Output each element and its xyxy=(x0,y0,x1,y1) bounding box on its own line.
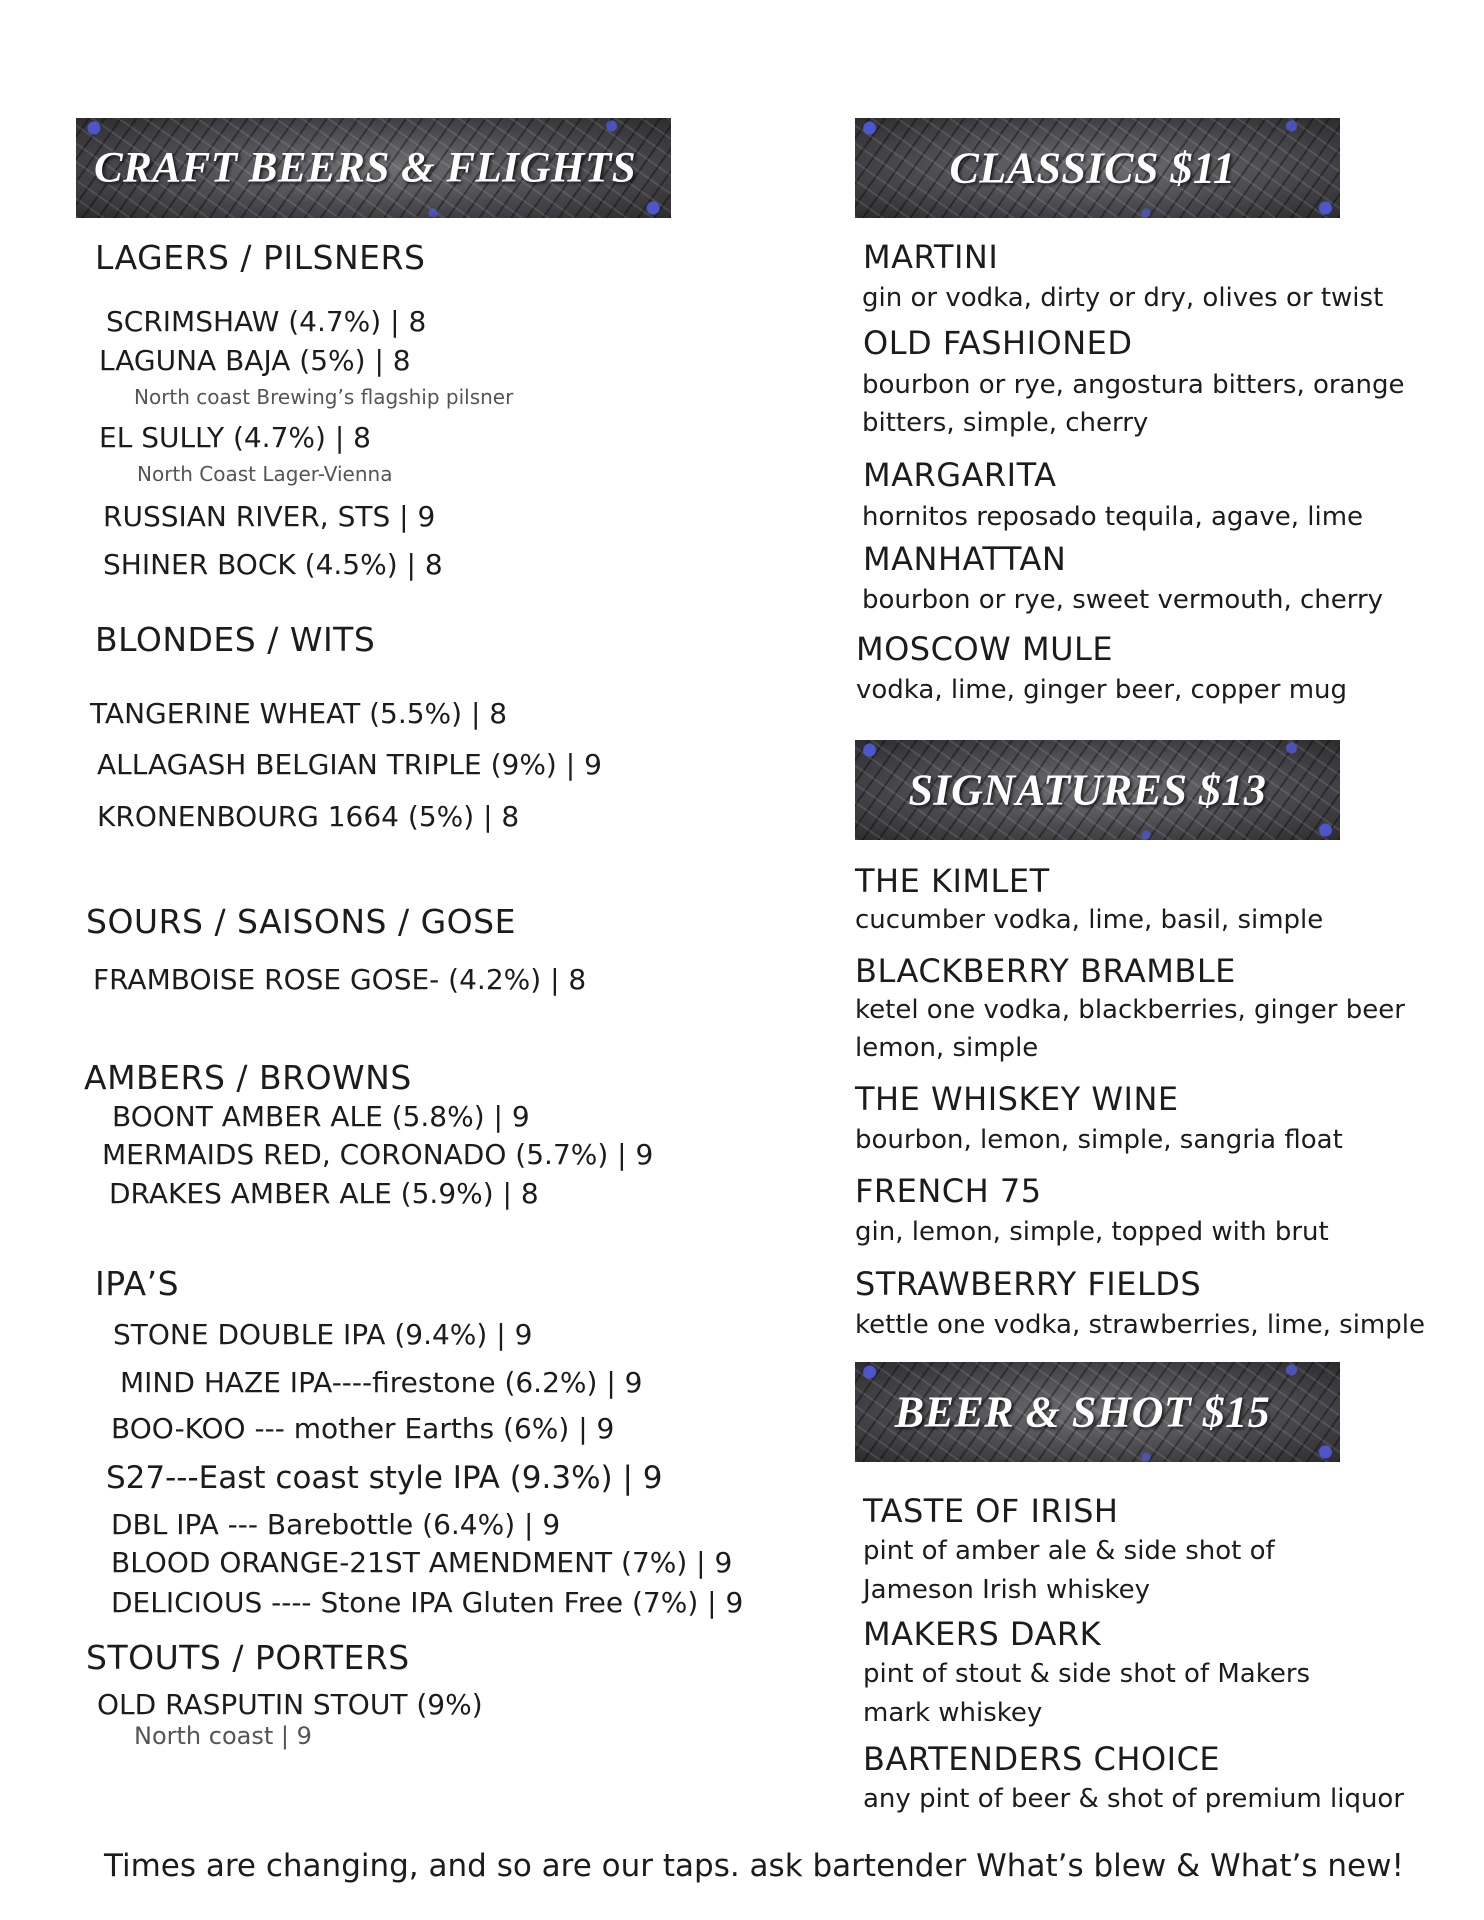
drink-description: gin, lemon, simple, topped with brut xyxy=(855,1217,1329,1247)
drink-name: BARTENDERS CHOICE xyxy=(863,1740,1221,1778)
drink-description: Jameson Irish whiskey xyxy=(863,1575,1151,1605)
stouts-heading: STOUTS / PORTERS xyxy=(86,1638,410,1677)
beer-item: EL SULLY (4.7%) | 8 xyxy=(99,421,371,454)
beer-shot-title: BEER & SHOT $15 xyxy=(894,1387,1271,1437)
beer-item: SHINER BOCK (4.5%) | 8 xyxy=(103,548,443,581)
footer-message: Times are changing, and so are our taps. ask bartender What’s blew & What’s new! xyxy=(104,1848,1404,1884)
drink-description: lemon, simple xyxy=(855,1033,1039,1063)
drink-description: pint of amber ale & side shot of xyxy=(863,1536,1275,1566)
drink-description: bourbon or rye, sweet vermouth, cherry xyxy=(862,585,1384,615)
beer-item: BLOOD ORANGE-21ST AMENDMENT (7%) | 9 xyxy=(111,1546,733,1579)
beer-item: SCRIMSHAW (4.7%) | 8 xyxy=(106,305,427,338)
craft-beers-title: CRAFT BEERS & FLIGHTS xyxy=(94,144,637,192)
beer-item: DBL IPA --- Barebottle (6.4%) | 9 xyxy=(111,1508,561,1541)
beer-item: TANGERINE WHEAT (5.5%) | 8 xyxy=(90,697,508,730)
ipas-heading: IPA’S xyxy=(95,1264,180,1303)
beer-item: RUSSIAN RIVER, STS | 9 xyxy=(103,500,436,533)
signatures-banner xyxy=(855,740,1340,840)
beer-note: North coast Brewing’s flagship pilsner xyxy=(134,385,514,409)
beer-note: North coast | 9 xyxy=(134,1722,312,1750)
beer-item: BOO-KOO --- mother Earths (6%) | 9 xyxy=(111,1412,615,1445)
beer-shot-banner xyxy=(855,1362,1340,1462)
drink-description: ketel one vodka, blackberries, ginger beer xyxy=(855,995,1405,1025)
drink-description: cucumber vodka, lime, basil, simple xyxy=(855,905,1324,935)
beer-item: KRONENBOURG 1664 (5%) | 8 xyxy=(97,800,520,833)
drink-name: THE WHISKEY WINE xyxy=(855,1080,1179,1118)
drink-name: MARGARITA xyxy=(863,456,1057,494)
drink-name: MAKERS DARK xyxy=(863,1615,1102,1653)
beer-item: LAGUNA BAJA (5%) | 8 xyxy=(99,344,411,377)
drink-description: bitters, simple, cherry xyxy=(862,408,1149,438)
beer-item: MIND HAZE IPA----firestone (6.2%) | 9 xyxy=(120,1366,643,1399)
drink-name: MANHATTAN xyxy=(863,540,1067,578)
beer-item: ALLAGASH BELGIAN TRIPLE (9%) | 9 xyxy=(97,748,602,781)
drink-name: THE KIMLET xyxy=(855,862,1050,900)
blondes-heading: BLONDES / WITS xyxy=(95,620,376,659)
drink-name: STRAWBERRY FIELDS xyxy=(855,1265,1202,1303)
drink-description: hornitos reposado tequila, agave, lime xyxy=(862,502,1364,532)
beer-item: DRAKES AMBER ALE (5.9%) | 8 xyxy=(109,1177,539,1210)
drink-description: kettle one vodka, strawberries, lime, simple xyxy=(855,1310,1425,1340)
beer-item: MERMAIDS RED, CORONADO (5.7%) | 9 xyxy=(102,1138,654,1171)
craft-beers-banner xyxy=(76,118,671,218)
sours-heading: SOURS / SAISONS / GOSE xyxy=(86,902,516,941)
drink-name: FRENCH 75 xyxy=(855,1172,1042,1210)
drink-name: TASTE OF IRISH xyxy=(863,1492,1119,1530)
drink-name: MARTINI xyxy=(863,238,999,276)
drink-description: gin or vodka, dirty or dry, olives or twist xyxy=(862,283,1384,313)
drink-name: OLD FASHIONED xyxy=(863,324,1133,362)
classics-title: CLASSICS $11 xyxy=(949,143,1236,193)
beer-item: OLD RASPUTIN STOUT (9%) xyxy=(97,1688,483,1721)
drink-name: BLACKBERRY BRAMBLE xyxy=(855,952,1236,990)
drink-description: bourbon or rye, angostura bitters, orange xyxy=(862,370,1405,400)
lagers-heading: LAGERS / PILSNERS xyxy=(95,238,426,277)
ambers-heading: AMBERS / BROWNS xyxy=(84,1058,412,1097)
beer-item: STONE DOUBLE IPA (9.4%) | 9 xyxy=(113,1318,533,1351)
beer-item: DELICIOUS ---- Stone IPA Gluten Free (7%) | 9 xyxy=(111,1586,744,1619)
drink-description: mark whiskey xyxy=(863,1698,1043,1728)
beer-item: FRAMBOISE ROSE GOSE- (4.2%) | 8 xyxy=(93,963,587,996)
drink-description: bourbon, lemon, simple, sangria float xyxy=(855,1125,1343,1155)
classics-banner xyxy=(855,118,1340,218)
drink-description: any pint of beer & shot of premium liquor xyxy=(863,1784,1405,1814)
beer-item: S27---East coast style IPA (9.3%) | 9 xyxy=(106,1460,663,1496)
beer-note: North Coast Lager-Vienna xyxy=(137,462,393,486)
signatures-title: SIGNATURES $13 xyxy=(908,765,1267,815)
drink-name: MOSCOW MULE xyxy=(856,630,1114,668)
drink-description: vodka, lime, ginger beer, copper mug xyxy=(856,675,1348,705)
drink-description: pint of stout & side shot of Makers xyxy=(863,1659,1311,1689)
beer-item: BOONT AMBER ALE (5.8%) | 9 xyxy=(112,1100,530,1133)
